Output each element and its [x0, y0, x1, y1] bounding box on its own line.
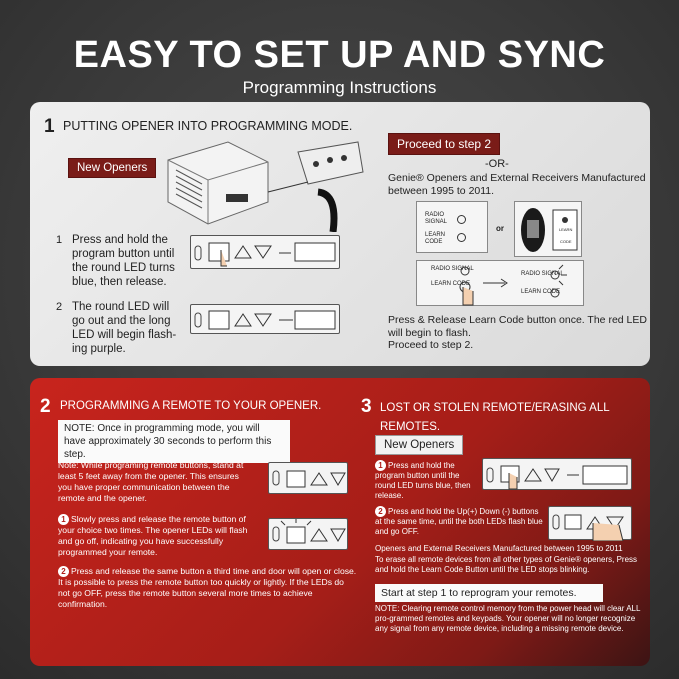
step2-item1-text: Slowly press and release the remote button of your choice two times. The opener LEDs will flash and go off, indicating you have successfully programmed your remote.: [58, 514, 248, 557]
step2-note: NOTE: Once in programming mode, you will have approximately 30 seconds to perform this step.: [58, 420, 290, 463]
radio-signal-label: RADIO SIGNAL: [425, 212, 448, 225]
receiver-panel-right: [514, 201, 582, 257]
step1-panel: [30, 102, 650, 366]
step1-new-openers-badge: New Openers: [68, 158, 156, 178]
step3-number: 3: [361, 396, 372, 417]
page-title: EASY TO SET UP AND SYNC: [73, 34, 606, 76]
radio-signal-led: [457, 215, 466, 224]
step3-new-openers-badge: New Openers: [375, 435, 463, 455]
step1-item2-number: 2: [56, 301, 63, 313]
step3-item1: [375, 460, 477, 501]
step2-item1: [58, 514, 254, 558]
page-subtitle: Programming Instructions: [242, 78, 437, 97]
remote-illustration-step3-1: [482, 458, 632, 490]
step3-erase-text: To erase all remote devices from all other types of Genie® openers, Press and hold the Learn Code Button until the LED stops blinking.: [375, 555, 638, 574]
step2-item2-text: Press and release the same button a third time and door will open or close. It is possible to press the remote button too quickly or lightly. If the LEDs do not go OFF, press the remote button several more times to achieve confirmation.: [58, 566, 357, 609]
remote-flash-illustration-step2: [268, 518, 348, 550]
step1-title: PUTTING OPENER INTO PROGRAMMING MODE.: [63, 119, 353, 133]
or-small-label: or: [496, 224, 504, 233]
learn-code-label-3: LEARN CODE: [521, 289, 561, 295]
or-divider: -OR-: [485, 158, 509, 170]
step2-title: PROGRAMMING A REMOTE TO YOUR OPENER.: [60, 400, 322, 412]
receiver-press-illustration: [416, 260, 584, 306]
step1-item2-text: The round LED will go out and the long LED will begin flash-ing purple.: [72, 301, 177, 355]
learn-code-button: [457, 233, 466, 242]
remote-panel-illustration-1: [190, 235, 340, 269]
step3-item1-number: 1: [375, 460, 386, 471]
opener-illustration: [158, 132, 368, 232]
step1-item1-text: Press and hold the program button until the round LED turns blue, then release.: [72, 234, 175, 288]
step2-item1-number: 1: [58, 514, 69, 525]
step2-step3-panel: [30, 378, 650, 666]
step3-item1-text: Press and hold the program button until the round LED turns blue, then release.: [375, 461, 471, 500]
step3-item2: [375, 506, 547, 537]
step1-number: 1: [44, 116, 55, 137]
step3-item2-text: Press and hold the Up(+) Down (-) buttons at the same time, until the both LEDs flash blue and go OFF.: [375, 507, 543, 536]
step2-item2-number: 2: [58, 566, 69, 577]
step3-restart-box: Start at step 1 to reprogram your remotes.: [375, 584, 603, 602]
proceed-step2-text: Proceed to step 2.: [388, 339, 474, 351]
genie-manufactured-text: Genie® Openers and External Receivers Manufactured between 1995 to 2011.: [388, 172, 646, 197]
receiver-panel-left: [416, 201, 488, 253]
press-release-text: Press & Release Learn Code button once. The red LED will begin to flash.: [388, 314, 647, 339]
remote-illustration-step2: [268, 462, 348, 494]
step3-item2-number: 2: [375, 506, 386, 517]
step1-item1-number: 1: [56, 234, 63, 246]
step3-clear-note: NOTE: Clearing remote control memory from the power head will clear ALL pro-grammed remotes and keypads. Your opener will no longer recognize any signal from any remote device, including a missing remote device.: [375, 604, 641, 633]
step3-external-text: Openers and External Receivers Manufactured between 1995 to 2011: [375, 544, 623, 553]
radio-signal-label-3: RADIO SIGNAL: [521, 271, 564, 277]
learn-code-label-2: LEARN CODE: [431, 281, 471, 287]
proceed-to-step2-badge: Proceed to step 2: [388, 133, 500, 155]
step2-hint: Note: While programing remote buttons, stand at least 5 feet away from the opener. This ensures you have proper communication between the remote and the opener.: [58, 460, 244, 503]
remote-panel-illustration-2: [190, 304, 340, 334]
step2-item2: [58, 566, 358, 610]
step2-number: 2: [40, 396, 51, 417]
code-small-label: CODE: [560, 239, 572, 244]
learn-small-label: LEARN: [559, 227, 573, 232]
learn-code-label: LEARN CODE: [425, 232, 446, 245]
step3-title: LOST OR STOLEN REMOTE/ERASING ALL REMOTES.: [380, 402, 610, 433]
remote-illustration-step3-2: [548, 506, 632, 540]
radio-signal-label-2: RADIO SIGNAL: [431, 266, 474, 272]
